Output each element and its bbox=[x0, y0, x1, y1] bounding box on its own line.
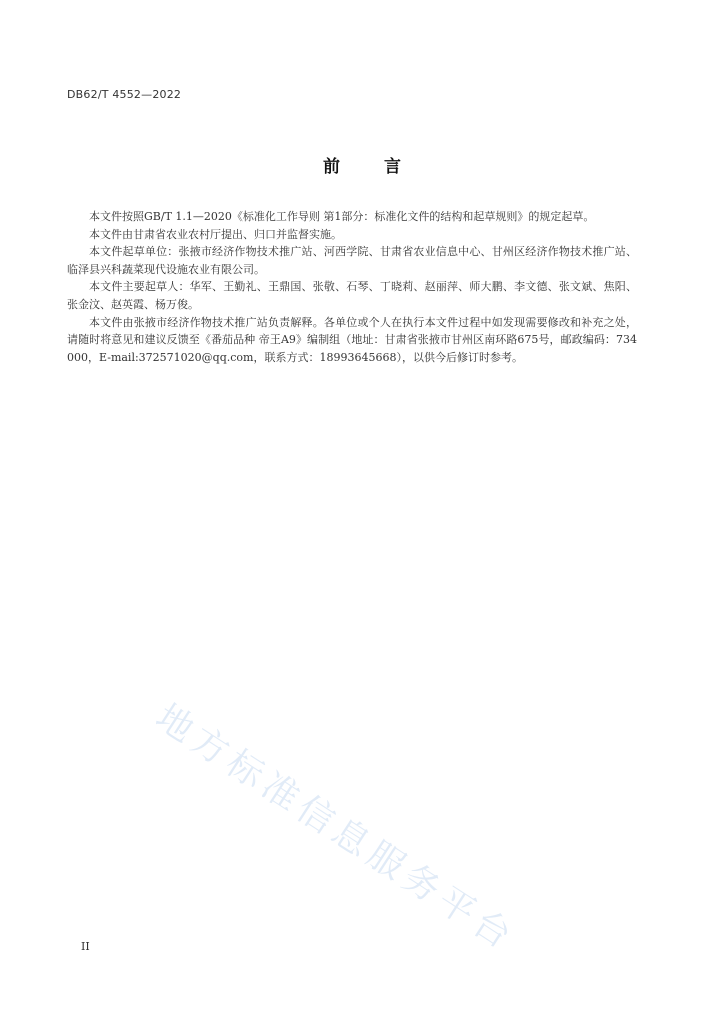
watermark: 地方标准信息服务平台 bbox=[148, 696, 523, 960]
paragraph-drafting-rules: 本文件按照GB/T 1.1—2020《标准化工作导则 第1部分：标准化文件的结构和起草规则》的规定起草。 bbox=[89, 210, 595, 223]
page-number: II bbox=[81, 940, 90, 953]
standard-code: DB62/T 4552—2022 bbox=[67, 88, 182, 101]
paragraph-drafters: 本文件主要起草人：华军、王勤礼、王鼎国、张敬、石琴、丁晓莉、赵丽萍、师大鹏、李文德、张文斌、焦阳、张金汶、赵英霞、杨万俊。 bbox=[67, 280, 637, 311]
page-title: 前言 bbox=[323, 157, 445, 177]
paragraph-interpretation: 本文件由张掖市经济作物技术推广站负责解释。各单位或个人在执行本文件过程中如发现需要修改和补充之处，请随时将意见和建议反馈至《番茄品种 帝王A9》编制组（地址：甘肃省张掖市甘州区南环路675号，邮政编码：734000，E-mail:372571020@qq.com，联系方式：18993645668），以供今后修订时参考。 bbox=[67, 315, 637, 364]
paragraph-drafting-units: 本文件起草单位：张掖市经济作物技术推广站、河西学院、甘肃省农业信息中心、甘州区经济作物技术推广站、临泽县兴科蔬菜现代设施农业有限公司。 bbox=[67, 245, 637, 276]
foreword-body bbox=[67, 208, 637, 366]
paragraph-proposer: 本文件由甘肃省农业农村厅提出、归口并监督实施。 bbox=[89, 227, 342, 241]
